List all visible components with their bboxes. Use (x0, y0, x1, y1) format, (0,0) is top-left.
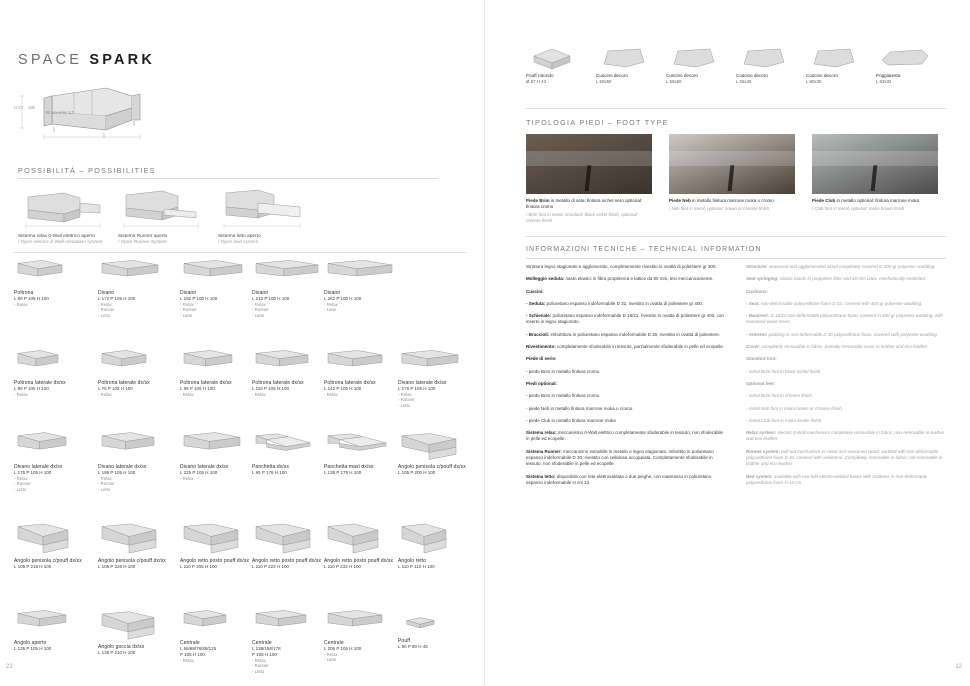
product-dimensions: L 195 P 105 H 100 (98, 470, 136, 476)
technical-paragraph: Sistema letto: disponibile con rete elettrosaldata o due pieghe, con materasso in poliuretano espanso indeformabile H cm 12. (526, 473, 712, 485)
product-dimensions: L 105 P 218 H 100 (14, 564, 52, 570)
product-illustration (98, 348, 178, 378)
product-options: - Relax - Runner - Letto (180, 302, 197, 318)
accessory-dimensions: Ø 57 H 43 (526, 79, 547, 84)
product-illustration (98, 258, 178, 288)
product-name: Angolo aperto (14, 640, 47, 646)
technical-paragraph: Piede di serie: (526, 356, 557, 362)
grid-top-rule (14, 252, 466, 253)
product-dimensions: L 206 P 105 H 100 (324, 646, 362, 652)
product-item[interactable] (324, 608, 404, 663)
technical-paragraph: Relax system: electric 0-Wall mechanism completely removable in fabric; non-removable in leather and eco-leather. (746, 430, 945, 442)
product-item[interactable] (98, 258, 178, 318)
product-illustration (180, 430, 260, 462)
product-illustration (14, 430, 94, 462)
foot-description-it: Piede Neb in metallo finitura marrone moka o cromo (669, 198, 774, 203)
possibility-caption-1 (18, 234, 110, 247)
product-options: - Relax - Runner - Letto (252, 657, 269, 674)
right-page (486, 0, 970, 686)
product-options: - Relax - Runner - Letto (14, 476, 31, 492)
technical-paragraph: Seat springing: elastic bands in propylene fiber and 80 mm latex, mechanically stretched. (746, 276, 927, 282)
accessory-name: Cuscino decoro (806, 73, 838, 78)
accessories-rule (526, 108, 946, 109)
product-name: Centrale (324, 640, 344, 646)
product-illustration (14, 608, 94, 638)
product-name: Divano laterale dx/sx (398, 380, 447, 386)
foot-description-it: Piede Club in metallo optional: finitura marrone moka (812, 198, 920, 203)
product-illustration (324, 258, 404, 288)
page-number-right: 12 (955, 664, 962, 670)
foot-type-item[interactable] (526, 134, 652, 224)
product-dimensions: L 110 P 205 H 100 (180, 564, 217, 570)
technical-paragraph: - Schienale: poliuretano espanso indeformabile D 18/21, rivestito in ovatta di poliestere gr 400, con inserto in legno stagionato. (526, 313, 724, 325)
possibility-illustration-2 (118, 185, 206, 231)
product-illustration (252, 258, 332, 288)
product-item[interactable] (14, 258, 94, 307)
possibilities-row (18, 185, 308, 235)
product-dimensions: L 135 P 105 H 100 (14, 646, 52, 652)
feet-heading: TIPOLOGIA PIEDI – FOOT TYPE (526, 118, 669, 127)
product-illustration (252, 520, 332, 556)
accessory-name: Poggiatesta (876, 73, 901, 78)
product-name: Pouff (398, 638, 411, 644)
accessory-item[interactable] (806, 44, 872, 84)
technical-paragraph: - Seat: non-deformable polyurethane foam D 32, covered with 400 gr polyester wadding. (746, 300, 923, 306)
accessory-item[interactable] (526, 44, 592, 84)
technical-paragraph: Runner system: pull-out mechanism in metal and seasoned wood, padded with non-deformable polyurethane foam D 30, covered with velvetene. Completely removable in fabric; not removable in leather and eco-leather. (746, 448, 943, 467)
foot-description-en: / Neb foot in metal, optional: brown or chrome finish (669, 206, 770, 211)
product-illustration (14, 258, 94, 288)
product-dimensions: L 175 P 105 H 100 (398, 386, 436, 392)
product-options: - Relax (180, 476, 194, 481)
product-item[interactable] (252, 430, 332, 476)
product-dimensions: L 80 P 105 H 100 (14, 296, 49, 302)
product-dimensions: L 95 P 105 H 100 (14, 386, 49, 392)
product-illustration (398, 520, 478, 556)
product-illustration (324, 608, 404, 638)
product-illustration (398, 348, 478, 378)
product-options: - Relax (14, 302, 28, 307)
product-name: Centrale (180, 640, 200, 646)
hero-caption: Bracciolo 17 (46, 110, 74, 115)
product-dimensions: L 110 P 223 H 100 (252, 564, 289, 570)
product-illustration (14, 348, 94, 378)
technical-paragraph: Struttura legno stagionato e agglomerato, completamente rivestito in ovatta di poliestere gr 300. (526, 264, 717, 269)
product-name: Poltrona laterale dx/sx (252, 380, 304, 386)
product-options: - Relax - Runner - Letto (98, 476, 115, 492)
foot-photo (526, 134, 652, 194)
foot-description-en: / Club foot in metal, optional: moka brown finish (812, 206, 905, 211)
hero-dim-height: H 87 (14, 105, 23, 110)
product-dimensions: L 142 P 105 H 100 (324, 386, 362, 392)
product-illustration (180, 520, 260, 556)
technical-paragraph: Molleggio seduta: nastri elastici in fibra propilenica e lattice da 80 mm, tesi meccanicamente. (526, 276, 714, 282)
product-illustration (324, 520, 404, 556)
product-illustration (324, 348, 404, 378)
product-options: - Relax (324, 392, 338, 397)
product-illustration (98, 608, 178, 642)
product-name: Angolo penisola c/pouff dx/sx (98, 558, 166, 564)
accessory-illustration (596, 44, 662, 70)
product-options: - Relax - Runner - Letto (98, 302, 115, 318)
product-name: Angolo penisola c/pouff dx/sx (14, 558, 82, 564)
technical-paragraph: Optional feet: (746, 380, 775, 386)
product-dimensions: L 95 P 178 H 100 (252, 470, 287, 476)
product-name: Divano laterale dx/sx (98, 464, 147, 470)
product-name: Poltrona laterale dx/sx (324, 380, 376, 386)
foot-type-item[interactable] (669, 134, 795, 212)
accessory-item[interactable] (876, 44, 942, 84)
possibility-caption-2 (118, 234, 210, 247)
technical-paragraph: Cuscini: (526, 288, 544, 294)
technical-paragraph: Cover: completely removable in fabric; partially removable cover in leather and eco-leather. (746, 344, 929, 350)
product-name: Divano (324, 290, 341, 296)
accessory-illustration (666, 44, 732, 70)
product-illustration (252, 430, 332, 462)
possibilities-heading: POSSIBILITÀ – POSSIBILITIES (18, 166, 156, 175)
product-name: Angolo goccia dx/sx (98, 644, 145, 650)
technical-paragraph: - piede Club in metallo finitura marrone moka (526, 417, 616, 423)
product-illustration (398, 608, 478, 636)
foot-photo (812, 134, 938, 194)
product-item[interactable] (324, 520, 404, 570)
product-dimensions: L 225 P 105 H 100 (180, 470, 218, 476)
foot-seat-shape (669, 151, 795, 167)
accessory-dimensions: L 63x32 (876, 79, 892, 84)
product-illustration (180, 348, 260, 378)
product-name: Poltrona laterale dx/sx (180, 380, 232, 386)
product-name: Divano (180, 290, 197, 296)
product-illustration (14, 520, 94, 556)
technical-paragraph: - metal Neb foot in moka brown or chrome finish. (746, 405, 844, 411)
product-item[interactable] (398, 608, 478, 650)
accessory-illustration (526, 44, 592, 70)
product-item[interactable] (98, 430, 178, 492)
brand-word-1: SPACE (18, 52, 83, 68)
accessory-illustration (736, 44, 802, 70)
product-name: Angolo retto posto pouff dx/sx (324, 558, 394, 564)
technical-paragraph: Piedi optional: (526, 380, 557, 386)
product-item[interactable] (398, 520, 478, 570)
product-name: Panchetta maxi dx/sx (324, 464, 374, 470)
product-item[interactable] (14, 520, 94, 570)
possibilities-rule (18, 178, 438, 179)
technical-column-italian (526, 264, 726, 492)
product-dimensions: L 135 P 178 H 100 (324, 470, 362, 476)
accessory-dimensions: L 60x30 (806, 79, 822, 84)
product-item[interactable] (180, 430, 260, 481)
product-name: Angolo penisola c/pouff dx/sx (398, 464, 466, 470)
left-page (0, 0, 484, 686)
product-item[interactable] (252, 520, 332, 570)
possibility-title-1: Sistema relax 0-Wall elettrico aperto (18, 234, 95, 239)
possibility-caption-3 (218, 234, 310, 247)
page-title (18, 52, 155, 68)
technical-paragraph: Sistema relax: meccanismo 0-Wall elettrico completamente sfoderabile in tessuto; non sfoderabile in pelle ed ecopelle. (526, 430, 723, 442)
product-dimensions: L 212 P 105 H 100 (252, 296, 290, 302)
technical-rule (526, 258, 946, 259)
product-dimensions: L 172 P 105 H 100 (98, 296, 136, 302)
foot-type-item[interactable] (812, 134, 938, 212)
product-name: Poltrona laterale dx/sx (98, 380, 150, 386)
product-dimensions: L 75 P 105 H 100 (98, 386, 133, 392)
hero-sofa-drawing (14, 82, 214, 144)
product-dimensions: L 110 P 233 H 100 (324, 564, 361, 570)
technical-paragraph: - metal Brim foot in chrome finish. (746, 393, 814, 399)
technical-paragraph: - piede Brim in metallo finitura cromo. (526, 368, 601, 374)
technical-paragraph: - Armrest: padding in non-deformable D 30 polyurethane foam, covered with polyester wadding. (746, 331, 938, 337)
product-name: Divano laterale dx/sx (180, 464, 229, 470)
foot-photo (669, 134, 795, 194)
foot-seat-shape (526, 151, 652, 167)
product-dimensions: L 175 P 105 H 100 (14, 470, 52, 476)
accessory-dimensions: L 55x45 (736, 79, 752, 84)
technical-paragraph: - metal Club foot in moka brown finish. (746, 417, 823, 423)
product-item[interactable] (324, 430, 404, 476)
foot-description-it: Piede Brim in metallo di seta: finitura nichel nero optional: finitura cromo (526, 198, 643, 209)
technical-information (526, 246, 946, 485)
product-item[interactable] (180, 520, 260, 570)
product-name: Divano (252, 290, 269, 296)
product-options: - Relax - Runner - Letto (398, 392, 415, 408)
product-item[interactable] (180, 608, 260, 663)
product-item[interactable] (324, 258, 404, 313)
product-name: Angolo retto posto pouff dx/sx (252, 558, 322, 564)
product-dimensions: L 105 P 200 H 100 (398, 470, 436, 476)
technical-paragraph: - Braccioli: imbottitura in poliuretano espanso indeformabile D 30, rivestito in ovatta di poliestere. (526, 331, 721, 337)
page-number-left: 22 (6, 664, 13, 670)
product-name: Divano (98, 290, 115, 296)
product-name: Divano laterale dx/sx (14, 464, 63, 470)
foot-leg-shape (871, 165, 878, 191)
product-item[interactable] (14, 430, 94, 492)
product-dimensions: L 95 P 105 H 100 (180, 386, 215, 392)
product-item[interactable] (324, 348, 404, 397)
accessories-row (526, 44, 946, 106)
possibility-title-3: Sistema letto aperto (218, 234, 261, 239)
product-options: - Relax (180, 392, 194, 397)
product-item[interactable] (252, 608, 332, 674)
product-name: Angolo retto posto pouff dx/sx (180, 558, 250, 564)
product-name: Panchetta dx/sx (252, 464, 290, 470)
possibility-illustration-1 (18, 185, 106, 231)
possibility-illustration-3 (218, 185, 306, 231)
technical-paragraph: Standard foot: (746, 356, 777, 362)
product-dimensions: L 138/158/178 P 105 H 100 (252, 646, 281, 657)
accessory-item[interactable] (596, 44, 662, 84)
foot-description-en: / Brim foot in metal, standard: black nickel finish, optional: chrome finish (526, 212, 638, 223)
foot-leg-shape (585, 165, 592, 191)
foot-leg-shape (728, 165, 735, 191)
accessory-dimensions: L 50x50 (666, 79, 682, 84)
product-illustration (252, 608, 332, 638)
product-item[interactable] (180, 348, 260, 397)
technical-paragraph: - piede Neb in metallo finitura marrone moka o cromo. (526, 405, 634, 411)
accessory-item[interactable] (736, 44, 802, 84)
technical-heading: INFORMAZIONI TECNICHE – TECHNICAL INFORMATION (526, 246, 762, 253)
brand-word-2: SPARK (89, 52, 156, 68)
product-item[interactable] (180, 258, 260, 318)
technical-paragraph: - metal Brim foot in black nichel finish. (746, 368, 822, 374)
product-item[interactable] (252, 258, 332, 318)
product-item[interactable] (98, 348, 178, 397)
technical-paragraph: Structure: seasoned and agglomerated wood completely covered in 300 gr polyester wadding. (746, 264, 936, 269)
product-dimensions: L 56/68/78/88/125 P 105 H 100 (180, 646, 217, 657)
page-spine (484, 0, 485, 686)
accessory-illustration (876, 44, 942, 70)
product-illustration (180, 258, 260, 288)
accessory-name: Cuscino decoro (666, 73, 698, 78)
product-options: - Relax - Runner - Letto (252, 302, 269, 318)
product-item[interactable] (14, 348, 94, 397)
product-item[interactable] (398, 430, 478, 476)
product-item[interactable] (14, 608, 94, 652)
possibility-sub-3: / Open bed system (218, 240, 259, 246)
accessory-name: Pouff rotondo (526, 73, 554, 78)
product-dimensions: L 262 P 105 H 100 (324, 296, 362, 302)
product-dimensions: L 80 P 80 H 45 (398, 644, 428, 650)
product-item[interactable] (98, 520, 178, 570)
product-name: Poltrona (14, 290, 34, 296)
possibility-title-2: Sistema Runner aperto (118, 234, 168, 239)
possibility-sub-2: / Open Runner System (118, 240, 167, 246)
product-dimensions: L 135 P 210 H 100 (98, 650, 136, 656)
product-illustration (180, 608, 260, 638)
product-illustration (324, 430, 404, 462)
product-options: - Relax - Letto (324, 302, 338, 313)
product-name: Angolo retto (398, 558, 427, 564)
product-options: - Relax - Letto (324, 652, 338, 663)
hero-dim-width: 180 (28, 105, 35, 110)
product-name: Poltrona laterale dx/sx (14, 380, 66, 386)
product-options: - Relax (98, 392, 112, 397)
product-options: - Relax (180, 657, 194, 663)
product-illustration (398, 430, 478, 462)
accessory-item[interactable] (666, 44, 732, 84)
product-item[interactable] (252, 348, 332, 397)
accessory-dimensions: L 50x50 (596, 79, 612, 84)
foot-seat-shape (812, 151, 938, 167)
technical-paragraph: Cushions: (746, 288, 768, 294)
technical-paragraph: - Seduta: poliuretano espanso indeformabile D 32, rivestito in ovatta di poliestere gr 400. (526, 300, 704, 306)
technical-paragraph: Sistema Runner: meccanismo estraibile in metallo e legno stagionato, imbottito in poliuretano espanso indeformabile D 30, rivestito con cellulosa accoppiata. Completamente sfoderabile in tessuto, non sfoderabile in pelle ed ecopelle. (526, 448, 714, 467)
product-illustration (252, 348, 332, 378)
product-illustration (98, 430, 178, 462)
product-item[interactable] (98, 608, 178, 656)
technical-column-english (746, 264, 946, 492)
product-options: - Relax (252, 392, 266, 397)
feet-rule (526, 236, 946, 237)
product-dimensions: L 105 P 228 H 100 (98, 564, 136, 570)
product-options: - Relax (14, 392, 28, 397)
product-illustration (98, 520, 178, 556)
technical-paragraph: - Backrest: D 18/21 non-deformable polyurethane foam, covered in 400 gr polyester wadding, with seasoned wood insert. (746, 313, 943, 325)
technical-paragraph: Bed system: available with two-fold electro-welded bases with mattress in non-deformable polyurethane foam H 12 cm. (746, 473, 928, 485)
product-item[interactable] (398, 348, 478, 408)
technical-paragraph: Rivestimento: completamente sfoderabile in tessuto, parzialmente sfoderabile in pelle ed ecopelle. (526, 344, 725, 350)
accessory-illustration (806, 44, 872, 70)
accessory-name: Cuscino decoro (596, 73, 628, 78)
product-dimensions: L 110 P 110 H 100 (398, 564, 435, 570)
product-name: Centrale (252, 640, 272, 646)
product-dimensions: L 115 P 105 H 100 (252, 386, 289, 392)
possibility-sub-1: / Open electric 0-Wall relaxation system (18, 240, 103, 246)
accessory-name: Cuscino decoro (736, 73, 768, 78)
product-dimensions: L 192 P 105 H 100 (180, 296, 218, 302)
technical-paragraph: - piede Brim in metallo finitura cromo. (526, 393, 601, 399)
